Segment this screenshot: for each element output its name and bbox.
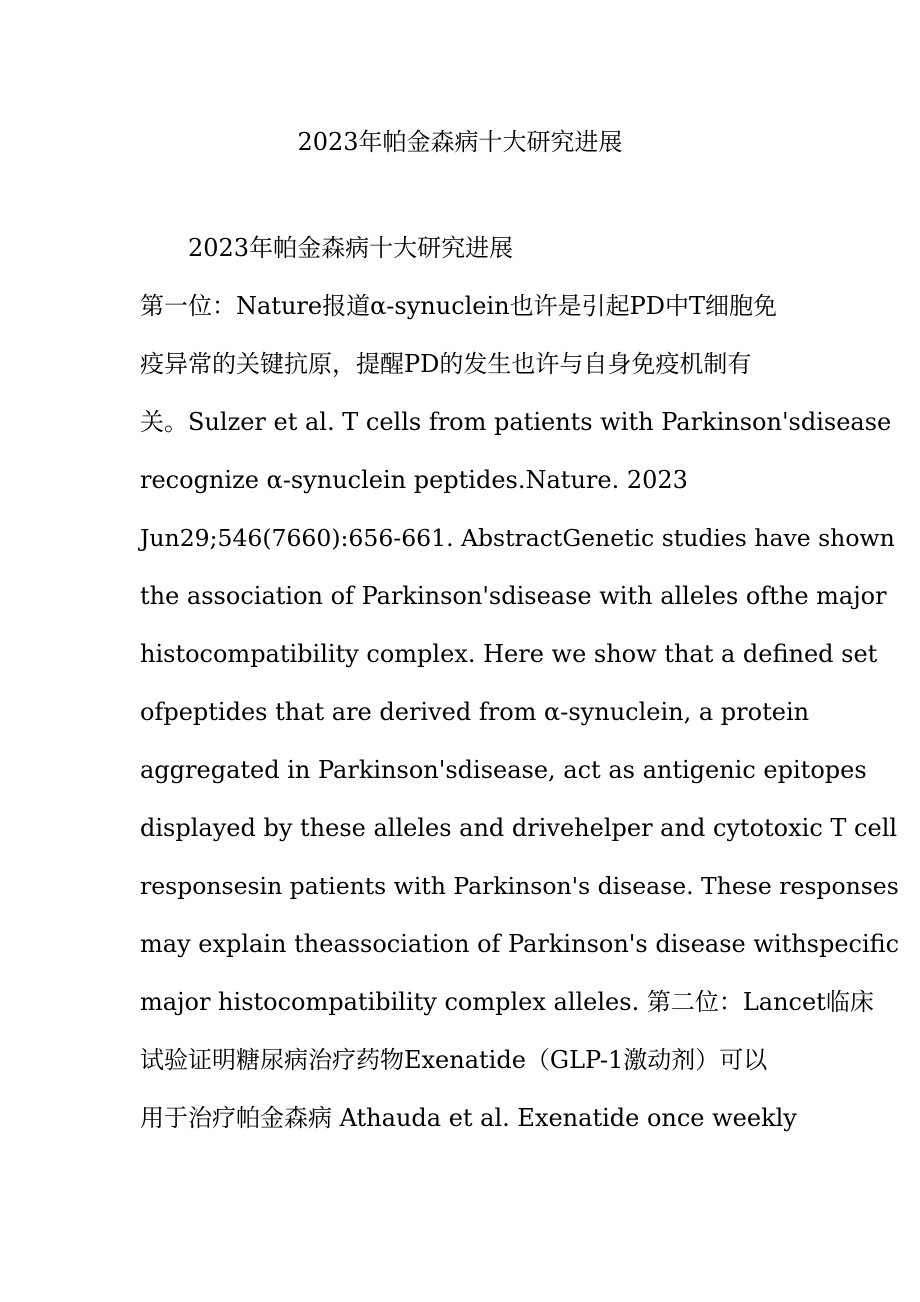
paragraph-line: 第一位：Nature报道α-synuclein也许是引起PD中T细胞免 <box>140 292 778 320</box>
paragraph-line: may explain theassociation of Parkinson's disease withspecific <box>140 930 900 958</box>
paragraph-line: ofpeptides that are derived from α-synuclein, a protein <box>140 698 810 726</box>
paragraph-line: 关。Sulzer et al. T cells from patients with Parkinson'sdisease <box>140 408 892 436</box>
section-heading: 2023年帕金森病十大研究进展 <box>188 234 514 262</box>
paragraph-line: aggregated in Parkinson'sdisease, act as antigenic epitopes <box>140 756 867 784</box>
paragraph-line: 疫异常的关键抗原，提醒PD的发生也许与自身免疫机制有 <box>140 350 752 378</box>
paragraph-line: responsesin patients with Parkinson's disease. These responses <box>140 872 899 900</box>
paragraph-line: displayed by these alleles and drivehelper and cytotoxic T cell <box>140 814 898 842</box>
paragraph-line: 试验证明糖尿病治疗药物Exenatide（GLP-1激动剂）可以 <box>140 1046 768 1074</box>
paragraph-line: histocompatibility complex. Here we show that a defined set <box>140 640 878 668</box>
paragraph-line: recognize α-synuclein peptides.Nature. 2023 <box>140 466 688 494</box>
document-title: 2023年帕金森病十大研究进展 <box>297 128 623 156</box>
paragraph-line: 用于治疗帕金森病 Athauda et al. Exenatide once weekly <box>140 1104 797 1132</box>
paragraph-line: Jun29;546(7660):656-661. AbstractGenetic studies have shown <box>140 524 895 552</box>
paragraph-line: the association of Parkinson'sdisease with alleles ofthe major <box>140 582 887 610</box>
paragraph-line: major histocompatibility complex alleles. 第二位：Lancet临床 <box>140 988 874 1016</box>
